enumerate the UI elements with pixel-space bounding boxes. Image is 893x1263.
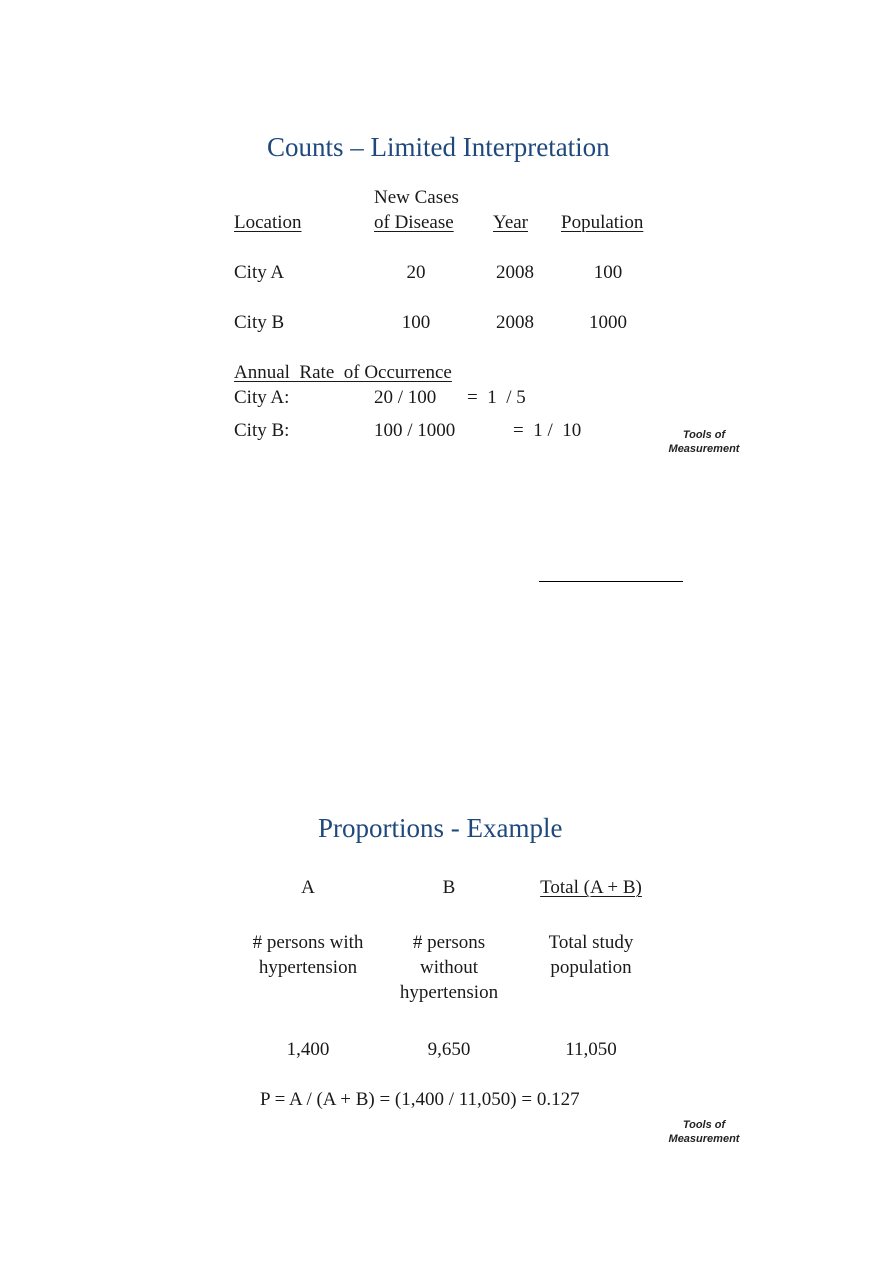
proportions-title: Proportions - Example bbox=[318, 813, 563, 843]
slide2-footer-line2: Measurement bbox=[668, 1133, 740, 1145]
header-location: Location bbox=[234, 212, 302, 233]
row-city-b-location: City B bbox=[234, 312, 285, 333]
description-b-line2: without bbox=[419, 957, 479, 978]
column-a-heading: A bbox=[301, 877, 315, 898]
description-total-line1: Total study bbox=[548, 932, 634, 953]
counts-title: Counts – Limited Interpretation bbox=[267, 132, 610, 162]
row-city-a-population: 100 bbox=[593, 262, 623, 283]
rate-city-a-result: = 1 / 5 bbox=[467, 387, 526, 408]
description-total-line2: population bbox=[550, 957, 632, 978]
value-b: 9,650 bbox=[427, 1039, 471, 1060]
description-a-line1: # persons with bbox=[252, 932, 364, 953]
description-a-line2: hypertension bbox=[258, 957, 358, 978]
slide1-footer-line2: Measurement bbox=[668, 443, 740, 455]
header-population: Population bbox=[561, 212, 644, 233]
row-city-a-year: 2008 bbox=[496, 262, 534, 283]
description-b bbox=[379, 930, 519, 1005]
description-total bbox=[521, 930, 661, 980]
slide1-footer bbox=[660, 428, 748, 456]
description-a bbox=[238, 930, 378, 980]
rate-city-a-label: City A: bbox=[234, 387, 290, 408]
proportion-formula: P = A / (A + B) = (1,400 / 11,050) = 0.127 bbox=[260, 1089, 580, 1110]
header-year: Year bbox=[493, 212, 529, 233]
row-city-b-year: 2008 bbox=[496, 312, 534, 333]
slide1-footer-line1: Tools of bbox=[682, 429, 726, 441]
rate-city-b-fraction: 100 / 1000 bbox=[374, 420, 456, 441]
header-new-cases-line1: New Cases bbox=[374, 187, 459, 208]
value-total: 11,050 bbox=[565, 1039, 617, 1060]
rate-city-a-fraction: 20 / 100 bbox=[374, 387, 437, 408]
slide2-footer bbox=[660, 1118, 748, 1146]
slide2-footer-line1: Tools of bbox=[682, 1119, 726, 1131]
rate-city-b-label: City B: bbox=[234, 420, 290, 441]
column-b-heading: B bbox=[442, 877, 456, 898]
header-new-cases-line2: of Disease bbox=[374, 212, 454, 233]
row-city-b-new-cases: 100 bbox=[401, 312, 431, 333]
rate-city-b-result: = 1 / 10 bbox=[513, 420, 582, 441]
description-b-line3: hypertension bbox=[399, 982, 499, 1003]
rate-heading: Annual Rate of Occurrence bbox=[234, 362, 452, 383]
description-b-line1: # persons bbox=[412, 932, 486, 953]
row-city-a-new-cases: 20 bbox=[406, 262, 426, 283]
divider-line bbox=[539, 581, 683, 582]
value-a: 1,400 bbox=[286, 1039, 330, 1060]
row-city-b-population: 1000 bbox=[589, 312, 627, 333]
row-city-a-location: City A bbox=[234, 262, 285, 283]
column-total-heading: Total (A + B) bbox=[540, 877, 642, 898]
